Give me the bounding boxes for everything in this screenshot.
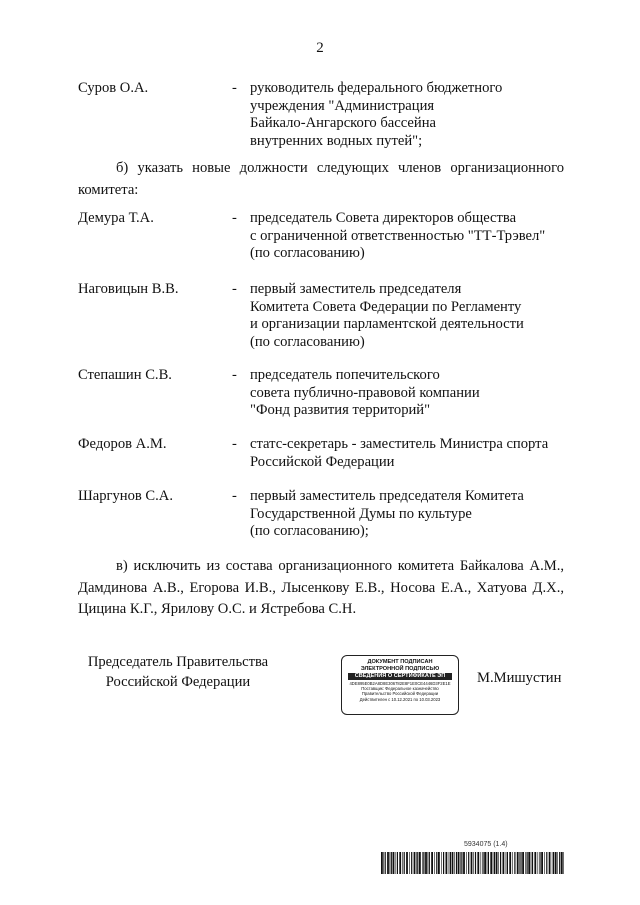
- stamp-line: ДОКУМЕНТ ПОДПИСАН: [367, 659, 433, 665]
- member-name: Степашин С.В.: [78, 367, 172, 383]
- stamp-issuer: Правительство Российской Федерации: [361, 691, 439, 697]
- position-line: председатель Совета директоров общества: [250, 210, 517, 226]
- paragraph-b-text: б) указать новые должности следующих членов организационного комитета:: [78, 160, 564, 198]
- page-number: 2: [316, 40, 324, 56]
- stamp-header-bar: СВЕДЕНИЯ О СЕРТИФИКАТЕ ЭП: [348, 673, 452, 680]
- member-position: [250, 210, 545, 263]
- member-position: [250, 436, 548, 471]
- member-name: Шаргунов С.А.: [78, 488, 173, 504]
- document-code: 5934075 (1.4): [464, 841, 508, 848]
- member-name: Федоров А.М.: [78, 436, 167, 452]
- position-line: (по согласованию): [250, 333, 365, 350]
- barcode-icon: [381, 852, 564, 874]
- position-line: учреждения "Администрация: [250, 97, 435, 114]
- member-dash: -: [232, 281, 237, 297]
- member-name: Демура Т.А.: [78, 210, 154, 226]
- stamp-issuer: Поставщик: Федеральное казначейство: [361, 686, 439, 692]
- position-line: председатель попечительского: [250, 367, 440, 383]
- position-line: Комитета Совета Федерации по Регламенту: [250, 298, 522, 315]
- position-line: руководитель федерального бюджетного: [250, 80, 503, 96]
- position-line: и организации парламентской деятельности: [250, 316, 524, 332]
- member-name: Суров О.А.: [78, 80, 149, 96]
- position-line: Российской Федерации: [250, 453, 395, 470]
- stamp-validity: Действителен с 10.12.2021 по 10.03.2023: [359, 696, 441, 702]
- member-position: [250, 281, 524, 351]
- stamp-line: ЭЛЕКТРОННОЙ ПОДПИСЬЮ: [360, 665, 440, 672]
- position-line: с ограниченной ответственностью "ТТ-Трэвел": [250, 227, 546, 244]
- position-line: статс-секретарь - заместитель Министра спорта: [250, 436, 549, 452]
- member-dash: -: [232, 367, 237, 383]
- member-dash: -: [232, 436, 237, 452]
- paragraph-c-text: в) исключить из состава организационного комитета Байкалова А.М., Дамдинова А.В., Егорова И.В., Лысенкову Е.В., Носова Е.А., Хатуова Д.Х., Цицина К.Г., Ярилову О.С. и Ястребова С.Н.: [78, 558, 564, 617]
- position-line: первый заместитель председателя Комитета: [250, 488, 524, 504]
- paragraph-b: [78, 158, 564, 201]
- member-position: [250, 488, 524, 541]
- member-position: [250, 367, 480, 420]
- member-dash: -: [232, 210, 237, 226]
- position-line: первый заместитель председателя: [250, 281, 462, 297]
- signatory-name: М.Мишустин: [477, 670, 562, 686]
- member-dash: -: [232, 80, 237, 96]
- member-name: Наговицын В.В.: [78, 281, 179, 297]
- stamp-serial: 4DE895E0B2A8D8E306782E8F1E0CE4446D3F2E1E: [349, 681, 451, 686]
- position-line: Государственной Думы по культуре: [250, 505, 472, 522]
- signatory-title: [78, 652, 278, 692]
- member-dash: -: [232, 488, 237, 504]
- signatory-title-line: Российской Федерации: [105, 674, 251, 690]
- position-line: (по согласованию): [250, 245, 365, 261]
- position-line: Байкало-Ангарского бассейна: [250, 115, 436, 131]
- paragraph-c: [78, 556, 564, 621]
- member-position: [250, 80, 502, 150]
- position-line: совета публично-правовой компании: [250, 384, 480, 401]
- position-line: внутренних водных путей";: [250, 132, 423, 149]
- e-signature-stamp: [341, 655, 459, 715]
- signatory-title-line: Председатель Правительства: [87, 654, 269, 670]
- position-line: "Фонд развития территорий": [250, 402, 431, 418]
- position-line: (по согласованию);: [250, 523, 369, 539]
